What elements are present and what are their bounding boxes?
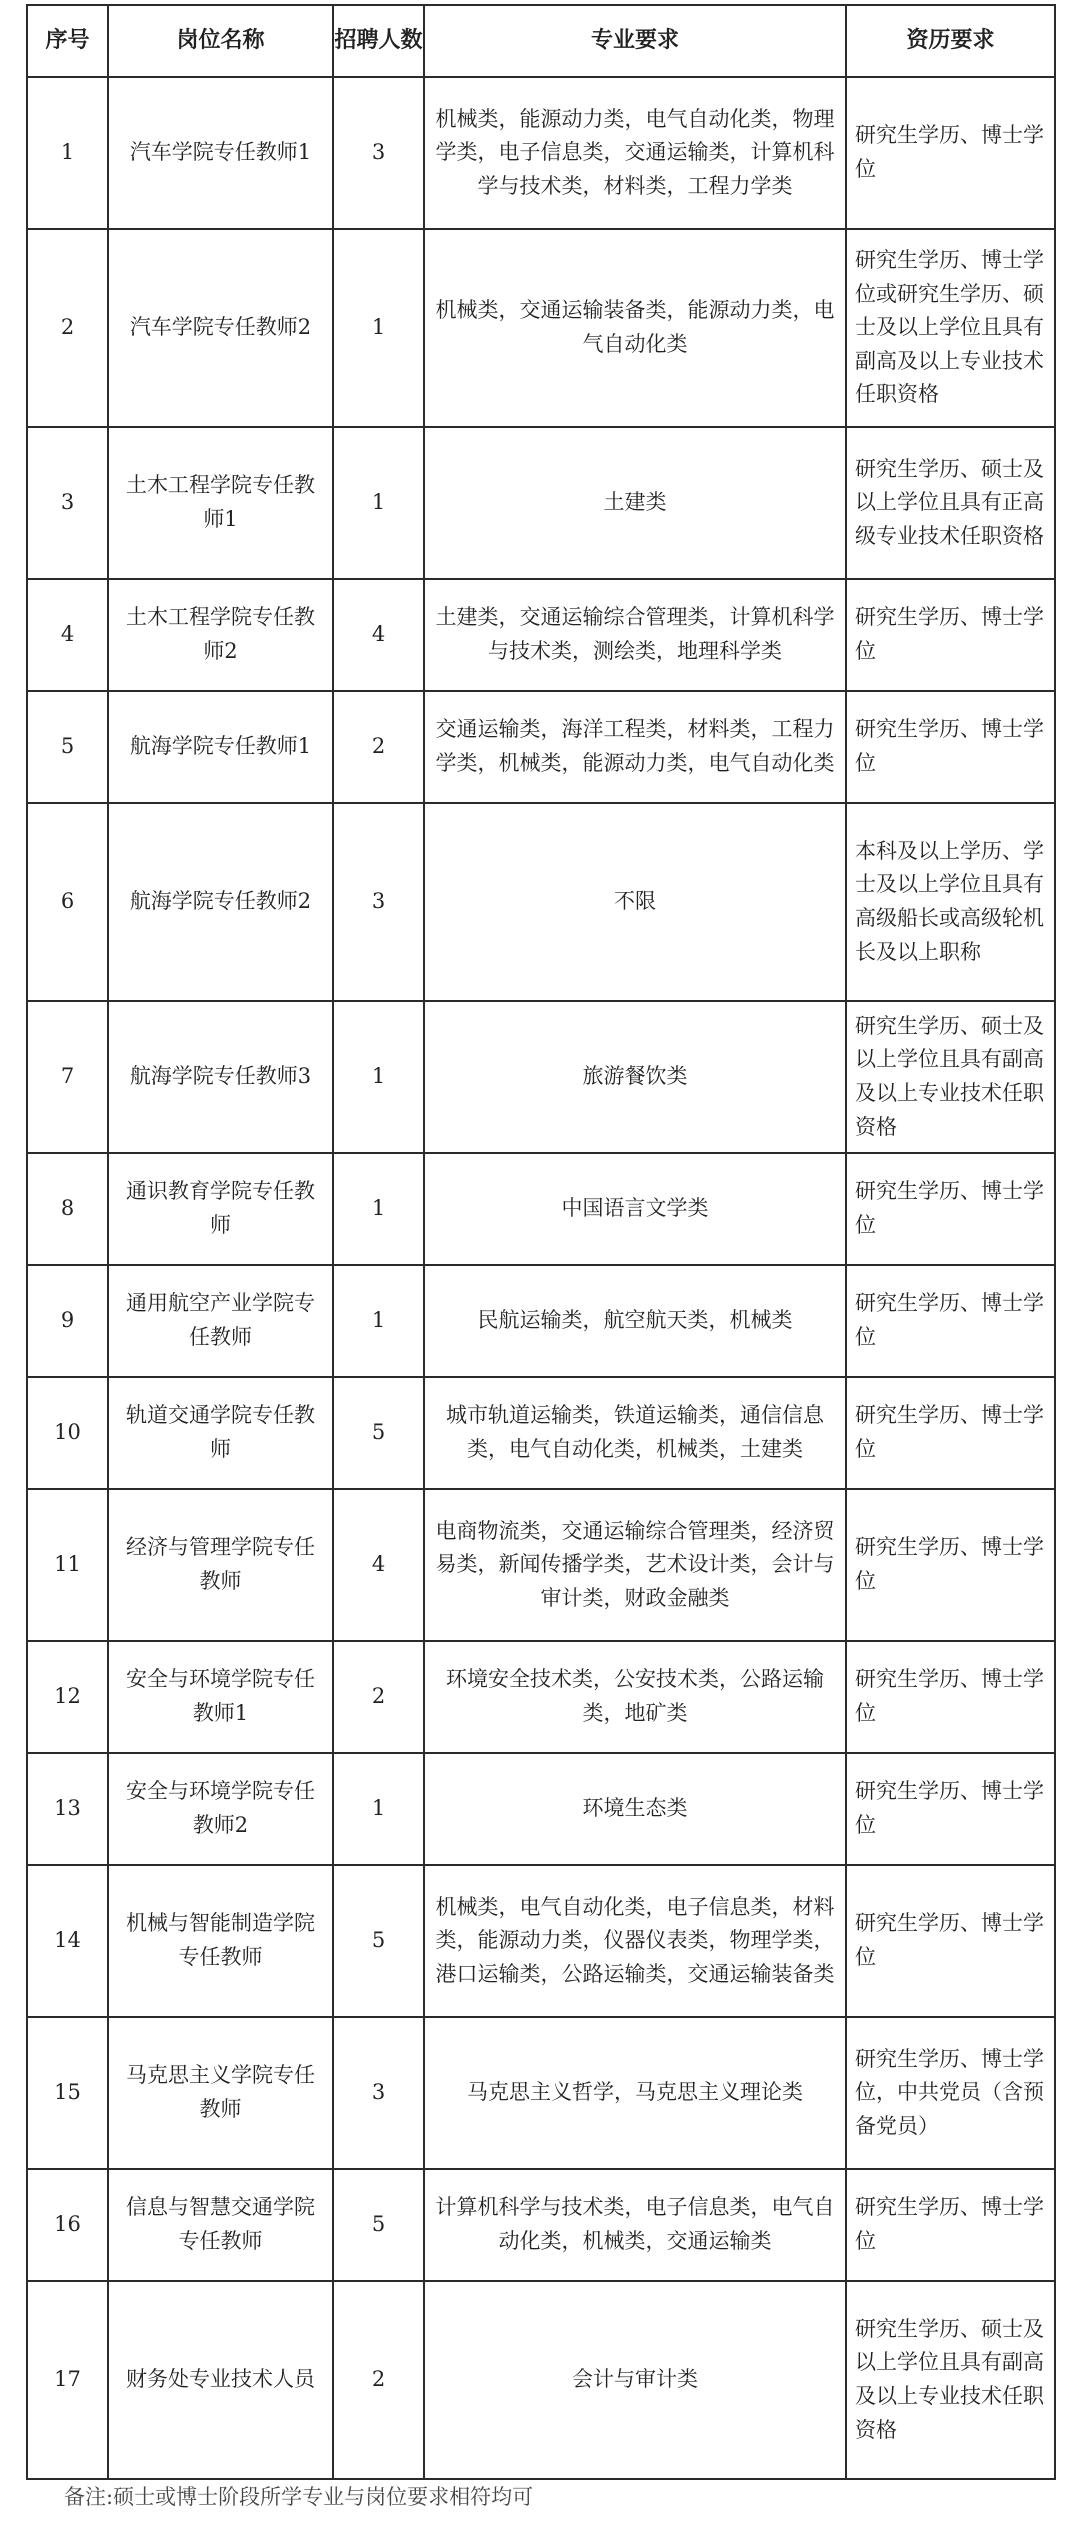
cell-no: 8 [27, 1153, 108, 1265]
cell-education: 研究生学历、博士学位或研究生学历、硕士及以上学位且具有副高及以上专业技术任职资格 [846, 229, 1055, 427]
cell-major: 中国语言文学类 [424, 1153, 846, 1265]
cell-education: 研究生学历、博士学位 [846, 1265, 1055, 1377]
table-row [27, 803, 1055, 1001]
cell-education: 研究生学历、硕士及以上学位且具有副高及以上专业技术任职资格 [846, 1001, 1055, 1153]
table-row [27, 579, 1055, 691]
cell-education: 研究生学历、博士学位 [846, 1753, 1055, 1865]
cell-major: 电商物流类，交通运输综合管理类，经济贸易类，新闻传播学类，艺术设计类，会计与审计类，财政金融类 [424, 1489, 846, 1641]
cell-position: 机械与智能制造学院专任教师 [108, 1865, 333, 2017]
cell-no: 13 [27, 1753, 108, 1865]
header-major: 专业要求 [424, 5, 846, 77]
cell-major: 交通运输类，海洋工程类，材料类，工程力学类，机械类，能源动力类，电气自动化类 [424, 691, 846, 803]
table-row [27, 427, 1055, 579]
table-row [27, 1489, 1055, 1641]
cell-count: 1 [333, 1153, 424, 1265]
cell-education: 本科及以上学历、学士及以上学位且具有高级船长或高级轮机长及以上职称 [846, 803, 1055, 1001]
cell-count: 1 [333, 1753, 424, 1865]
cell-education: 研究生学历、博士学位 [846, 1377, 1055, 1489]
header-education: 资历要求 [846, 5, 1055, 77]
table-row [27, 1377, 1055, 1489]
cell-count: 3 [333, 77, 424, 229]
cell-education: 研究生学历、博士学位 [846, 1641, 1055, 1753]
table-row [27, 77, 1055, 229]
table-row [27, 1153, 1055, 1265]
cell-major: 机械类，能源动力类，电气自动化类，物理学类，电子信息类，交通运输类，计算机科学与技术类，材料类，工程力学类 [424, 77, 846, 229]
cell-no: 9 [27, 1265, 108, 1377]
cell-major: 城市轨道运输类，铁道运输类，通信信息类，电气自动化类，机械类，土建类 [424, 1377, 846, 1489]
cell-education: 研究生学历、博士学位 [846, 1153, 1055, 1265]
cell-count: 5 [333, 1865, 424, 2017]
cell-count: 4 [333, 1489, 424, 1641]
cell-count: 1 [333, 1265, 424, 1377]
table-row [27, 1865, 1055, 2017]
cell-position: 轨道交通学院专任教师 [108, 1377, 333, 1489]
cell-no: 5 [27, 691, 108, 803]
cell-position: 航海学院专任教师1 [108, 691, 333, 803]
cell-no: 10 [27, 1377, 108, 1489]
cell-no: 1 [27, 77, 108, 229]
cell-major: 土建类 [424, 427, 846, 579]
cell-count: 4 [333, 579, 424, 691]
cell-no: 17 [27, 2281, 108, 2479]
cell-education: 研究生学历、博士学位 [846, 1489, 1055, 1641]
cell-education: 研究生学历、博士学位 [846, 77, 1055, 229]
cell-position: 汽车学院专任教师1 [108, 77, 333, 229]
cell-count: 5 [333, 2169, 424, 2281]
recruitment-table-container [26, 4, 1054, 2480]
header-no: 序号 [27, 5, 108, 77]
cell-position: 安全与环境学院专任教师2 [108, 1753, 333, 1865]
table-row [27, 1001, 1055, 1153]
cell-education: 研究生学历、博士学位 [846, 2169, 1055, 2281]
cell-education: 研究生学历、博士学位 [846, 691, 1055, 803]
cell-no: 3 [27, 427, 108, 579]
cell-major: 计算机科学与技术类，电子信息类，电气自动化类，机械类，交通运输类 [424, 2169, 846, 2281]
cell-no: 14 [27, 1865, 108, 2017]
cell-count: 5 [333, 1377, 424, 1489]
cell-count: 3 [333, 2017, 424, 2169]
cell-no: 2 [27, 229, 108, 427]
cell-major: 旅游餐饮类 [424, 1001, 846, 1153]
cell-no: 4 [27, 579, 108, 691]
cell-education: 研究生学历、硕士及以上学位且具有副高及以上专业技术任职资格 [846, 2281, 1055, 2479]
cell-major: 机械类，电气自动化类，电子信息类，材料类，能源动力类，仪器仪表类，物理学类，港口运输类，公路运输类，交通运输装备类 [424, 1865, 846, 2017]
table-header-row [27, 5, 1055, 77]
cell-major: 土建类，交通运输综合管理类，计算机科学与技术类，测绘类，地理科学类 [424, 579, 846, 691]
footnote: 备注:硕士或博士阶段所学专业与岗位要求相符均可 [64, 2485, 534, 2509]
cell-education: 研究生学历、博士学位，中共党员（含预备党员） [846, 2017, 1055, 2169]
table-row [27, 2017, 1055, 2169]
cell-position: 通识教育学院专任教师 [108, 1153, 333, 1265]
table-row [27, 1641, 1055, 1753]
cell-position: 财务处专业技术人员 [108, 2281, 333, 2479]
cell-position: 通用航空产业学院专任教师 [108, 1265, 333, 1377]
cell-education: 研究生学历、博士学位 [846, 579, 1055, 691]
cell-major: 马克思主义哲学，马克思主义理论类 [424, 2017, 846, 2169]
cell-major: 会计与审计类 [424, 2281, 846, 2479]
header-position: 岗位名称 [108, 5, 333, 77]
cell-no: 16 [27, 2169, 108, 2281]
cell-count: 3 [333, 803, 424, 1001]
cell-count: 2 [333, 691, 424, 803]
cell-position: 汽车学院专任教师2 [108, 229, 333, 427]
table-row [27, 691, 1055, 803]
cell-position: 信息与智慧交通学院专任教师 [108, 2169, 333, 2281]
cell-count: 2 [333, 1641, 424, 1753]
table-row [27, 1265, 1055, 1377]
cell-position: 安全与环境学院专任教师1 [108, 1641, 333, 1753]
cell-position: 经济与管理学院专任教师 [108, 1489, 333, 1641]
table-row [27, 2169, 1055, 2281]
cell-position: 土木工程学院专任教师2 [108, 579, 333, 691]
cell-no: 7 [27, 1001, 108, 1153]
table-row [27, 229, 1055, 427]
cell-no: 15 [27, 2017, 108, 2169]
cell-position: 航海学院专任教师2 [108, 803, 333, 1001]
cell-position: 马克思主义学院专任教师 [108, 2017, 333, 2169]
cell-major: 机械类，交通运输装备类，能源动力类，电气自动化类 [424, 229, 846, 427]
cell-no: 11 [27, 1489, 108, 1641]
cell-count: 1 [333, 427, 424, 579]
cell-count: 2 [333, 2281, 424, 2479]
cell-position: 航海学院专任教师3 [108, 1001, 333, 1153]
header-count: 招聘人数 [333, 5, 424, 77]
cell-education: 研究生学历、博士学位 [846, 1865, 1055, 2017]
recruitment-table [26, 4, 1056, 2480]
cell-count: 1 [333, 229, 424, 427]
cell-education: 研究生学历、硕士及以上学位且具有正高级专业技术任职资格 [846, 427, 1055, 579]
cell-major: 不限 [424, 803, 846, 1001]
cell-major: 环境生态类 [424, 1753, 846, 1865]
cell-no: 12 [27, 1641, 108, 1753]
cell-major: 民航运输类，航空航天类，机械类 [424, 1265, 846, 1377]
cell-position: 土木工程学院专任教师1 [108, 427, 333, 579]
table-row [27, 1753, 1055, 1865]
cell-major: 环境安全技术类，公安技术类，公路运输类，地矿类 [424, 1641, 846, 1753]
cell-count: 1 [333, 1001, 424, 1153]
cell-no: 6 [27, 803, 108, 1001]
table-row [27, 2281, 1055, 2479]
